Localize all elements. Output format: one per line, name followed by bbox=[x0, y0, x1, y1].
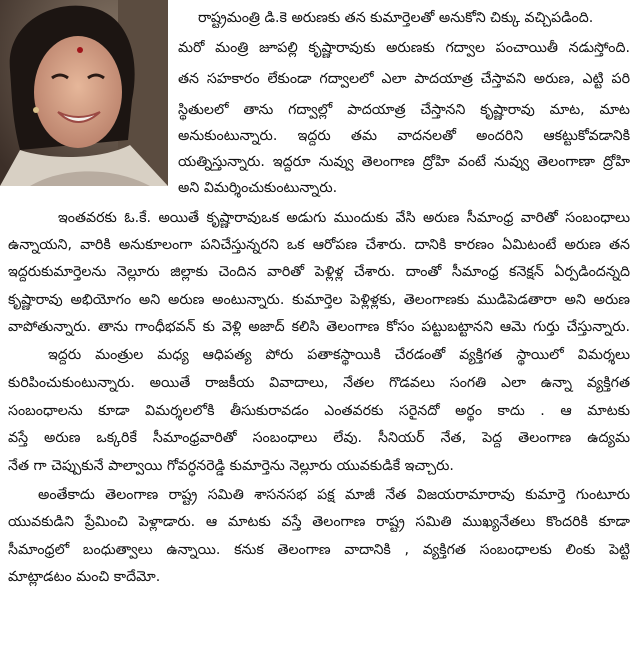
text-line: అని విమర్శించుకుంటున్నారు. bbox=[178, 180, 338, 196]
text-line: రాష్ట్రమంత్రి డి.కె అరుణకు తన కుమార్తెలతో అనుకోని చిక్కు వచ్చిపడింది. bbox=[198, 10, 594, 26]
text-line: అనుకుంటున్నారు. ఇద్దరు తమ వాదనలతో అందరిని ఆకట్టుకోవడానికి bbox=[178, 128, 630, 144]
text-line: మాట్లాడటం మంచి కాదేమో. bbox=[8, 569, 161, 585]
text-line: నేత గా చెప్పుకునే పాల్వాయి గోవర్ధనరెడ్డి కుమార్తెను నెల్లూరు యువకుడికే ఇచ్చారు. bbox=[8, 458, 454, 474]
text-line: ఇంతవరకు ఓ.కే. అయితే కృష్ణారావుఒక అడుగు ముందుకు వేసి అరుణ సీమాంధ్ర వారితో సంబంధాలు bbox=[58, 210, 630, 226]
text-line: కృష్ణారావు అభియోగం అని అరుణ అంటున్నారు. కుమార్తెల పెళ్లిళ్లకు, తెలంగాణకు ముడిపెడతారా అని అరుణ bbox=[8, 292, 630, 308]
text-line: యత్నిస్తున్నారు. ఇద్దరూ నువ్వు తెలంగాణ ద్రోహి వంటే నువ్వు తెలంగాణా ద్రోహి bbox=[178, 154, 630, 170]
text-line: ఇద్దరు మంత్రుల మధ్య ఆధిపత్య పోరు పతాకస్థాయికి చేరడంతో వ్యక్తిగత స్థాయిలో విమర్శలు bbox=[48, 347, 630, 363]
text-line: కురిపించుకుంటున్నారు. అయితే రాజకీయ వివాదాలు, నేతల గొడవలు సంగతి ఎలా ఉన్నా వ్యక్తిగత bbox=[8, 375, 630, 391]
text-line: వాపోతున్నారు. తాను గాంధీభవన్ కు వెళ్లి అజాద్ కలిసి తెలంగాణ కోసం పట్టుబట్టానని ఆమె గుర్తు చేస్తున్నారు. bbox=[8, 319, 630, 335]
text-line: యువకుడిని ప్రేమించి పెళ్లాడారు. ఆ మాటకు వస్తే తెలంగాణ రాష్ట్ర సమితి ముఖ్యనేతలు కొందరికి కూడా bbox=[8, 514, 630, 530]
text-line: అంతేకాదు తెలంగాణ రాష్ట్ర సమితి శాసనసభ పక్ష మాజీ నేత విజయరామారావు కుమార్తె గుంటూరు bbox=[38, 487, 630, 503]
text-line: సీమాంధ్రలో బంధుత్వాలు ఉన్నాయి. కనుక తెలంగాణ వాదానికి , వ్యక్తిగత సంబంధాలకు లింకు పెట్టి bbox=[8, 542, 630, 558]
text-line: స్థితులలో తాను గద్వాల్లో పాదయాత్ర చేస్తానని కృష్ణారావు మాట, మాట bbox=[178, 102, 630, 118]
text-line: తన సహకారం లేకుండా గద్వాలలో ఎలా పాదయాత్ర చేస్తావని అరుణ, ఎట్టి పరి bbox=[178, 71, 630, 87]
text-line: మరో మంత్రి జూపల్లి కృష్ణారావుకు అరుణకు గద్వాల పంచాయితీ నడుస్తోంది. bbox=[178, 40, 630, 56]
text-line: ఉన్నాయని, వారికి అనుకూలంగా పనిచేస్తున్నరని ఒక ఆరోపణ చేశారు. దానికి కారణం ఏమిటంటే అరుణ తన bbox=[8, 237, 630, 253]
text-line: వస్తే అరుణ ఒక్కరికే సీమాంధ్రవారితో సంబంధాలు లేవు. సీనియర్ నేత, పెద్ద తెలంగాణ ఉద్యమ bbox=[8, 430, 630, 446]
text-line: సంబంధాలను కూడా విమర్శలలోకి తీసుకురావడం ఎంతవరకు సరైనదో అర్థం కాదు . ఆ మాటకు bbox=[8, 403, 630, 419]
text-line: ఇద్దరుకుమార్తెలను నెల్లూరు జిల్లాకు చెందిన వారితో పెళ్లిళ్ల చేశారు. దాంతో సీమాంధ్ర కనెక్షన్ ఏర్పడిందన్నది bbox=[8, 264, 630, 280]
